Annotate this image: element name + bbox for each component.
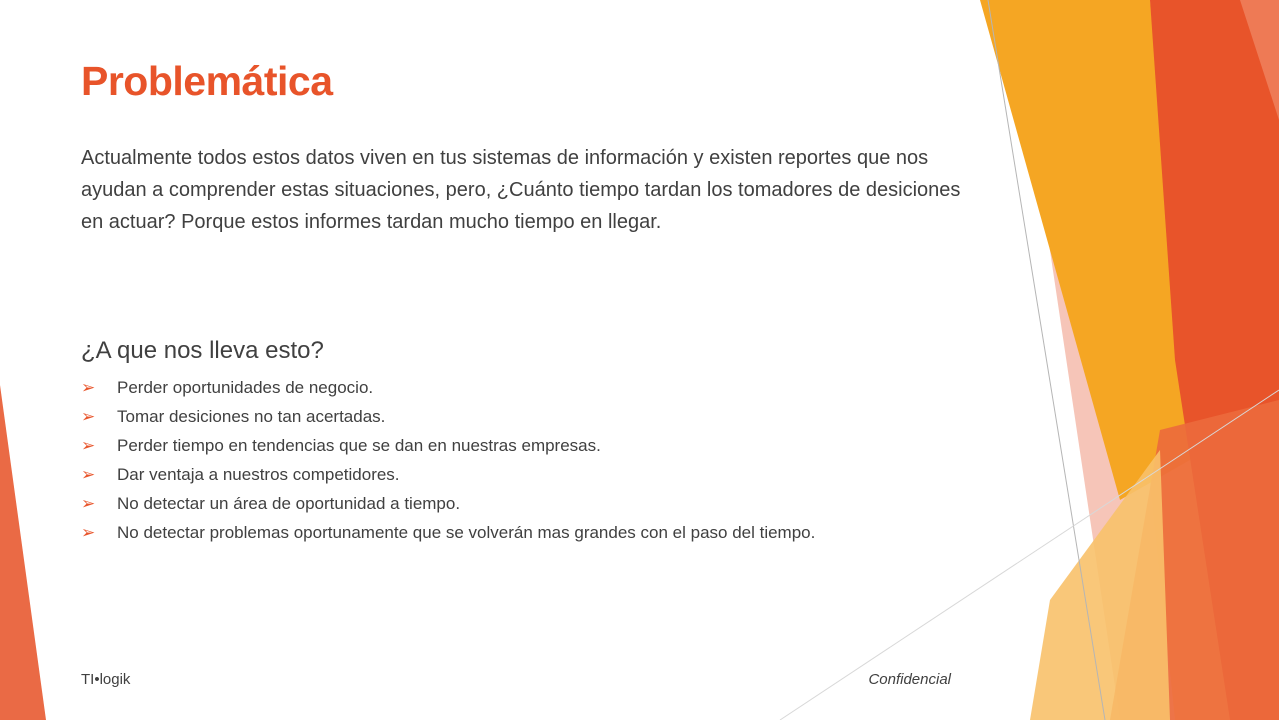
slide-title: Problemática — [81, 58, 333, 104]
arrow-bullet-icon: ➢ — [81, 378, 96, 397]
list-item — [81, 518, 961, 547]
list-item-text: No detectar problemas oportunamente que se volverán mas grandes con el paso del tiempo. — [117, 523, 816, 542]
arrow-bullet-icon: ➢ — [81, 465, 96, 484]
list-item-text: Perder tiempo en tendencias que se dan en nuestras empresas. — [117, 436, 601, 455]
bullet-list — [81, 373, 961, 547]
list-item — [81, 431, 961, 460]
footer-confidential: Confidencial — [868, 671, 951, 688]
left-edge-shape — [0, 385, 46, 720]
list-item — [81, 402, 961, 431]
list-item — [81, 373, 961, 402]
list-item-text: Perder oportunidades de negocio. — [117, 378, 374, 397]
arrow-bullet-icon: ➢ — [81, 523, 96, 542]
arrow-bullet-icon: ➢ — [81, 407, 96, 426]
arrow-bullet-icon: ➢ — [81, 494, 96, 513]
arrow-bullet-icon: ➢ — [81, 436, 96, 455]
list-item-text: Tomar desiciones no tan acertadas. — [117, 407, 386, 426]
list-item-text: No detectar un área de oportunidad a tiempo. — [117, 494, 461, 513]
list-item — [81, 489, 961, 518]
section-subheading: ¿A que nos lleva esto? — [81, 337, 324, 364]
intro-paragraph: Actualmente todos estos datos viven en tus sistemas de información y existen reportes que nos ayudan a comprender estas situaciones, pero, ¿Cuánto tiempo tardan los tomadores de desiciones en actuar? Porque estos informes tardan mucho tiempo en llegar. — [81, 147, 961, 233]
list-item — [81, 460, 961, 489]
list-item-text: Dar ventaja a nuestros competidores. — [117, 465, 400, 484]
footer-brand: TI•logik — [81, 671, 131, 688]
